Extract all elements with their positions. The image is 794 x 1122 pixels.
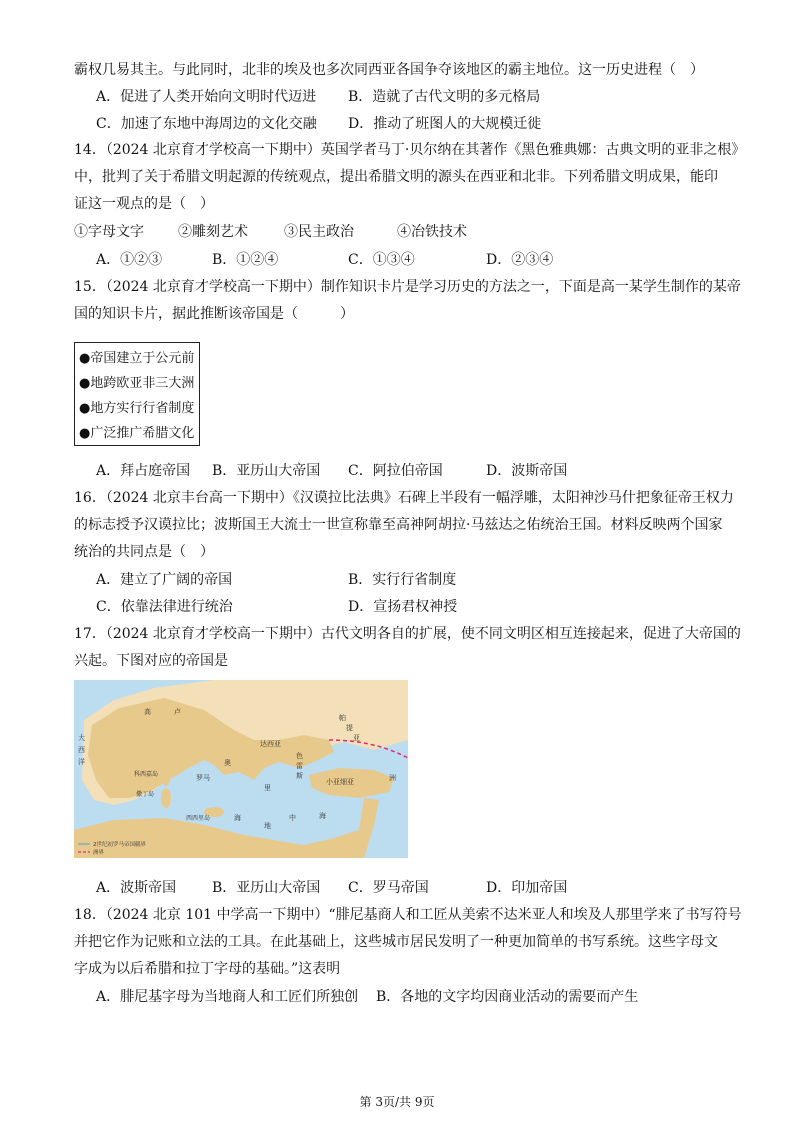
map-label: 小亚细亚 <box>326 778 354 786</box>
q14-item-4: ④冶铁技术 <box>397 224 467 240</box>
q14-item-2: ②雕刻艺术 <box>178 224 248 240</box>
q14-option-b: B．①②④ <box>212 252 279 268</box>
map-label: 科西嘉岛 <box>134 771 159 778</box>
q13-option-b: B．造就了古代文明的多元格局 <box>348 89 541 105</box>
map-label: 海 <box>319 812 326 820</box>
map-label: 色 <box>296 752 303 760</box>
q18-option-b: B．各地的文字均因商业活动的需要而产生 <box>376 989 639 1005</box>
map-label: 罗马 <box>196 774 210 782</box>
q17-option-b: B．亚历山大帝国 <box>212 880 321 896</box>
q15-stem-line1: 15．（2024 北京育才学校高一下期中）制作知识卡片是学习历史的方法之一，下面是高一某学生制作的某帝 <box>74 279 741 295</box>
q14-option-d: D．②③④ <box>486 252 554 268</box>
card-item: ●地方实行行省制度 <box>79 401 195 416</box>
q18-stem-line3: 字成为以后希腊和拉丁字母的基础。”这表明 <box>74 961 341 977</box>
q15-option-a: A．拜占庭帝国 <box>96 463 191 479</box>
sardinia-island <box>161 788 171 808</box>
q14-option-a: A．①②③ <box>96 252 163 268</box>
map-label: 中 <box>289 814 296 822</box>
q16-option-b: B．实行行省制度 <box>348 572 457 588</box>
q16-stem-line3: 统治的共同点是（ ） <box>74 544 214 560</box>
legend-empire-label: 2世纪初罗马帝国疆界 <box>93 842 146 848</box>
page-number: 第 3页/共 9页 <box>359 1095 435 1109</box>
map-label: 撒丁岛 <box>136 791 155 798</box>
roman-empire-map <box>74 680 408 858</box>
map-label: 帕 <box>339 714 346 722</box>
q15-option-d: D．波斯帝国 <box>486 463 568 479</box>
knowledge-card <box>74 342 200 446</box>
map-label: 亚 <box>353 734 360 742</box>
card-item: ●地跨欧亚非三大洲 <box>79 376 195 391</box>
q16-stem-line1: 16．（2024 北京丰台高一下期中）《汉谟拉比法典》石碑上半段有一幅浮雕，太阳神沙马什把象征帝王权力 <box>74 490 734 506</box>
q17-option-d: D．印加帝国 <box>486 880 568 896</box>
q18-option-a: A．腓尼基字母为当地商人和工匠们所独创 <box>96 989 359 1005</box>
map-label: 里 <box>264 784 271 792</box>
q13-stem-tail: 霸权几易其主。与此同时，北非的埃及也多次同西亚各国争夺该地区的霸主地位。这一历史进程（ ） <box>74 62 704 78</box>
map-label: 洋 <box>78 758 85 766</box>
q15-stem-line2: 国的知识卡片，据此推断该帝国是（ ） <box>74 306 354 322</box>
q13-option-a: A．促进了人类开始向文明时代迈进 <box>96 89 317 105</box>
q14-item-3: ③民主政治 <box>284 224 354 240</box>
q13-option-c: C．加速了东地中海周边的文化交融 <box>96 116 317 132</box>
map-label: 大 <box>78 734 85 742</box>
q17-stem-line2: 兴起。下图对应的帝国是 <box>74 653 228 669</box>
map-label: 提 <box>346 724 353 732</box>
q17-stem-line1: 17．（2024 北京育才学校高一下期中）古代文明各自的扩展，使不同文明区相互连接起来，促进了大帝国的 <box>74 626 741 642</box>
map-label: 达西亚 <box>260 740 281 748</box>
map-label: 斯 <box>296 772 303 780</box>
card-item: ●帝国建立于公元前 <box>79 351 195 366</box>
q14-option-c: C．①③④ <box>348 252 415 268</box>
map-label: 洲 <box>389 774 396 782</box>
map-label: 地 <box>264 822 271 830</box>
q13-option-d: D．推动了班图人的大规模迁徙 <box>348 116 542 132</box>
map-label: 西西里岛 <box>186 815 211 822</box>
q16-option-c: C．依靠法律进行统治 <box>96 599 233 615</box>
q18-stem-line2: 并把它作为记账和立法的工具。在此基础上，这些城市居民发明了一种更加简单的书写系统。这些字母文 <box>74 934 718 950</box>
q14-stem-line2: 中，批判了关于希腊文明起源的传统观点，提出希腊文明的源头在西亚和北非。下列希腊文明成果，能印 <box>74 169 718 185</box>
legend-border-label: 洲界 <box>93 850 105 856</box>
map-label: 雷 <box>296 762 303 770</box>
q15-option-b: B．亚历山大帝国 <box>212 463 321 479</box>
q18-stem-line1: 18．（2024 北京 101 中学高一下期中）“腓尼基商人和工匠从美索不达米亚人和埃及人那里学来了书写符号 <box>74 907 742 923</box>
corsica-island <box>162 770 170 786</box>
map-label: 奥 <box>224 759 231 767</box>
q14-stem-line3: 证这一观点的是（ ） <box>74 196 214 212</box>
card-item: ●广泛推广希腊文化 <box>79 426 195 441</box>
q14-item-1: ①字母文字 <box>74 224 144 240</box>
q17-option-c: C．罗马帝国 <box>348 880 429 896</box>
map-label: 西 <box>78 746 85 754</box>
map-label: 高 <box>144 708 151 716</box>
q17-option-a: A．波斯帝国 <box>96 880 177 896</box>
q15-option-c: C．阿拉伯帝国 <box>348 463 443 479</box>
q16-option-a: A．建立了广阔的帝国 <box>96 572 233 588</box>
q16-option-d: D．宣扬君权神授 <box>348 599 458 615</box>
q14-stem-line1: 14．（2024 北京育才学校高一下期中）英国学者马丁·贝尔纳在其著作《黑色雅典娜：古典文明的亚非之根》 <box>74 142 746 158</box>
q16-stem-line2: 的标志授予汉谟拉比；波斯国王大流士一世宣称靠至高神阿胡拉·马兹达之佑统治王国。材料反映两个国家 <box>74 517 723 533</box>
map-label: 海 <box>234 814 241 822</box>
map-label: 卢 <box>174 708 181 716</box>
